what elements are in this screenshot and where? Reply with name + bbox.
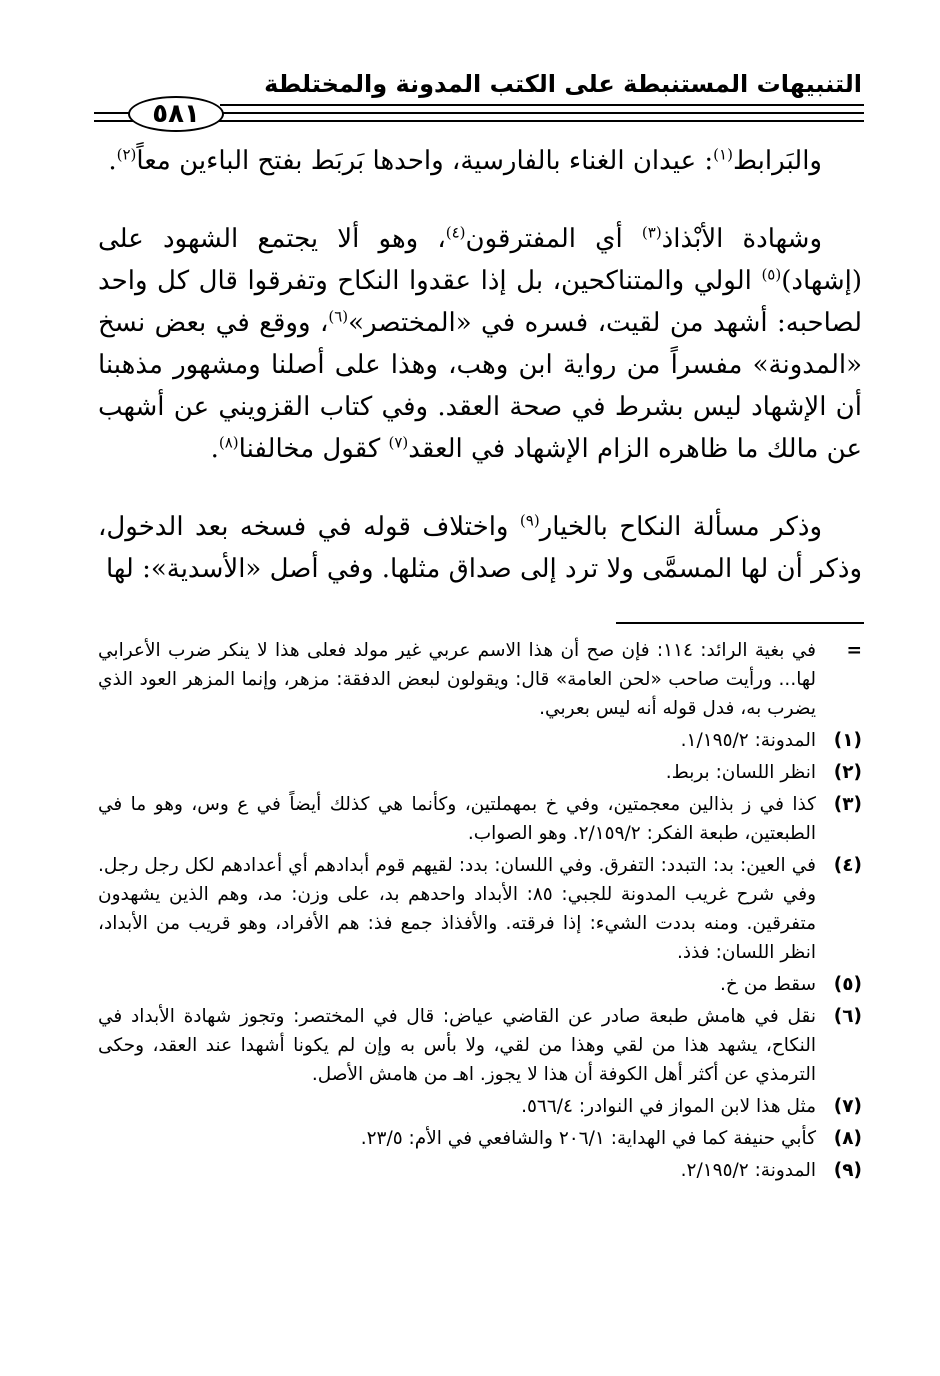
footnote-number: (٧) (833, 1096, 862, 1117)
paragraph-1: والبَرابط$^{(١)}$: عيدان الغناء بالفارسية، واحدها بَربَط بفتح الباءين معاً$^{(٢)}$. (108, 145, 822, 176)
paragraph-3: وذكر مسألة النكاح بالخيار$^{(٩)}$ واختلاف قوله في فسخه بعد الدخول، وذكر أن لها المسمَّى ولا ترد إلى صداق مثلها. وفي أصل «الأسدية»: لها (98, 511, 862, 584)
page-number: ٥٨١ (152, 99, 200, 129)
footnote-8 (98, 1124, 862, 1153)
footnote-4 (98, 851, 862, 967)
main-text (98, 140, 862, 590)
footnote-separator (616, 622, 864, 624)
footnotes (98, 636, 862, 1188)
footnote-7 (98, 1092, 862, 1121)
page-number-oval (128, 96, 224, 132)
footnote-text: في العين: بد: التبدد: التفرق. وفي اللسان: بدد: لقيهم قوم أبدادهم أي أعدادهم لكل رجل رجل. وفي شرح غريب المدونة للجبي: ٨٥: الأبداد واحدهم بد، على وزن: مد، وهم الذين يشهدون متفرقين. ومنه بددت الشيء: إذا فرقته. والأفذاذ جمع فذ: هم الأفراد، وهو قريب من الأبداد، انظر اللسان: فذذ. (98, 855, 816, 963)
footnote-ref[interactable]: (١) (713, 145, 733, 164)
running-header-title: التنبيهات المستنبطة على الكتب المدونة والمختلطة (264, 70, 862, 98)
footnote-number: (٩) (833, 1160, 862, 1181)
footnote-text: في بغية الرائد: ١١٤: فإن صح أن هذا الاسم عربي غير مولد فعلى هذا لا ينكر ضرب الأعرابي لها... ورأيت صاحب «لحن العامة» قال: ويقولون لبعض الدفقة: مزهر، وإنما المزهر العود الذي يضرب به، فدل قوله أنه ليس بعربي. (98, 640, 817, 719)
footnote-number: (٢) (833, 762, 862, 783)
footnote-text: انظر اللسان: بربط. (665, 762, 816, 783)
footnote-ref[interactable]: (٧) (388, 433, 409, 452)
footnote-text: المدونة: ١/١٩٥/٢. (680, 730, 816, 751)
footnote-number: (٨) (833, 1128, 862, 1149)
footnote-text: مثل هذا لابن المواز في النوادر: ٥٦٦/٤. (521, 1096, 816, 1117)
footnote-number: = (846, 640, 862, 661)
footnote-text: كذا في ز بذالين معجمتين، وفي خ بمهملتين، وكأنما هي كذلك أيضاً في ع وس، وهو ما في الطبعتين، طبعة الفكر: ٢/١٥٩/٢. وهو الصواب. (98, 794, 816, 844)
footnote-ref[interactable]: (٥) (761, 265, 782, 284)
footnote-ref[interactable]: (٦) (328, 307, 349, 326)
footnote-ref[interactable]: (٢) (116, 145, 137, 164)
footnote-ref[interactable]: (٤) (445, 223, 466, 242)
footnote-text: نقل في هامش طبعة صادر عن القاضي عياض: قال في المختصر: وتجوز شهادة الأبداد في النكاح، يشهد هذا من لقي وهذا من لقي، ولا بأس به وإن لم يكونا أشهدا عند العقد، وحكى الترمذي عن أكثر أهل الكوفة أن هذا لا يجوز. اهـ من هامش الأصل. (98, 1006, 816, 1085)
footnote-ref[interactable]: (٨) (218, 433, 239, 452)
footnote-continuation (98, 636, 862, 723)
footnote-ref[interactable]: (٩) (519, 511, 540, 530)
footnote-3 (98, 790, 862, 848)
footnote-number: (٤) (833, 855, 862, 876)
footnote-ref[interactable]: (٣) (641, 223, 662, 242)
footnote-text: كأبي حنيفة كما في الهداية: ٢٠٦/١ والشافعي في الأم: ٢٣/٥. (360, 1128, 816, 1149)
footnote-number: (٦) (833, 1006, 862, 1027)
footnote-9 (98, 1156, 862, 1185)
footnote-number: (٥) (833, 974, 862, 995)
footnote-text: المدونة: ٢/١٩٥/٢. (680, 1160, 816, 1181)
footnote-1 (98, 726, 862, 755)
footnote-2 (98, 758, 862, 787)
paragraph-2: وشهادة الأبْذاذ$^{(٣)}$ أي المفترقون$^{(٤)}$، وهو ألا يجتمع الشهود على (إشهاد)$^{(٥)}$ الولي والمتناكحين، بل إذا عقدوا النكاح وتفرقوا قال كل واحد لصاحبه: أشهد من لقيت، فسره في «المختصر»$^{(٦)}$، ووقع في بعض نسخ «المدونة» مفسراً من رواية ابن وهب، وهذا على أصلنا ومشهور مذهبنا أن الإشهاد ليس بشرط في صحة العقد. وفي كتاب القزويني عن أشهب عن مالك ما ظاهره الزام الإشهاد في العقد$^{(٧)}$ كقول مخالفنا$^{(٨)}$. (98, 223, 863, 464)
footnote-number: (٣) (833, 794, 862, 815)
footnote-number: (١) (833, 730, 862, 751)
footnote-6 (98, 1002, 862, 1089)
header-rule-top (220, 104, 864, 106)
footnote-text: سقط من خ. (720, 974, 816, 995)
footnote-5 (98, 970, 862, 999)
